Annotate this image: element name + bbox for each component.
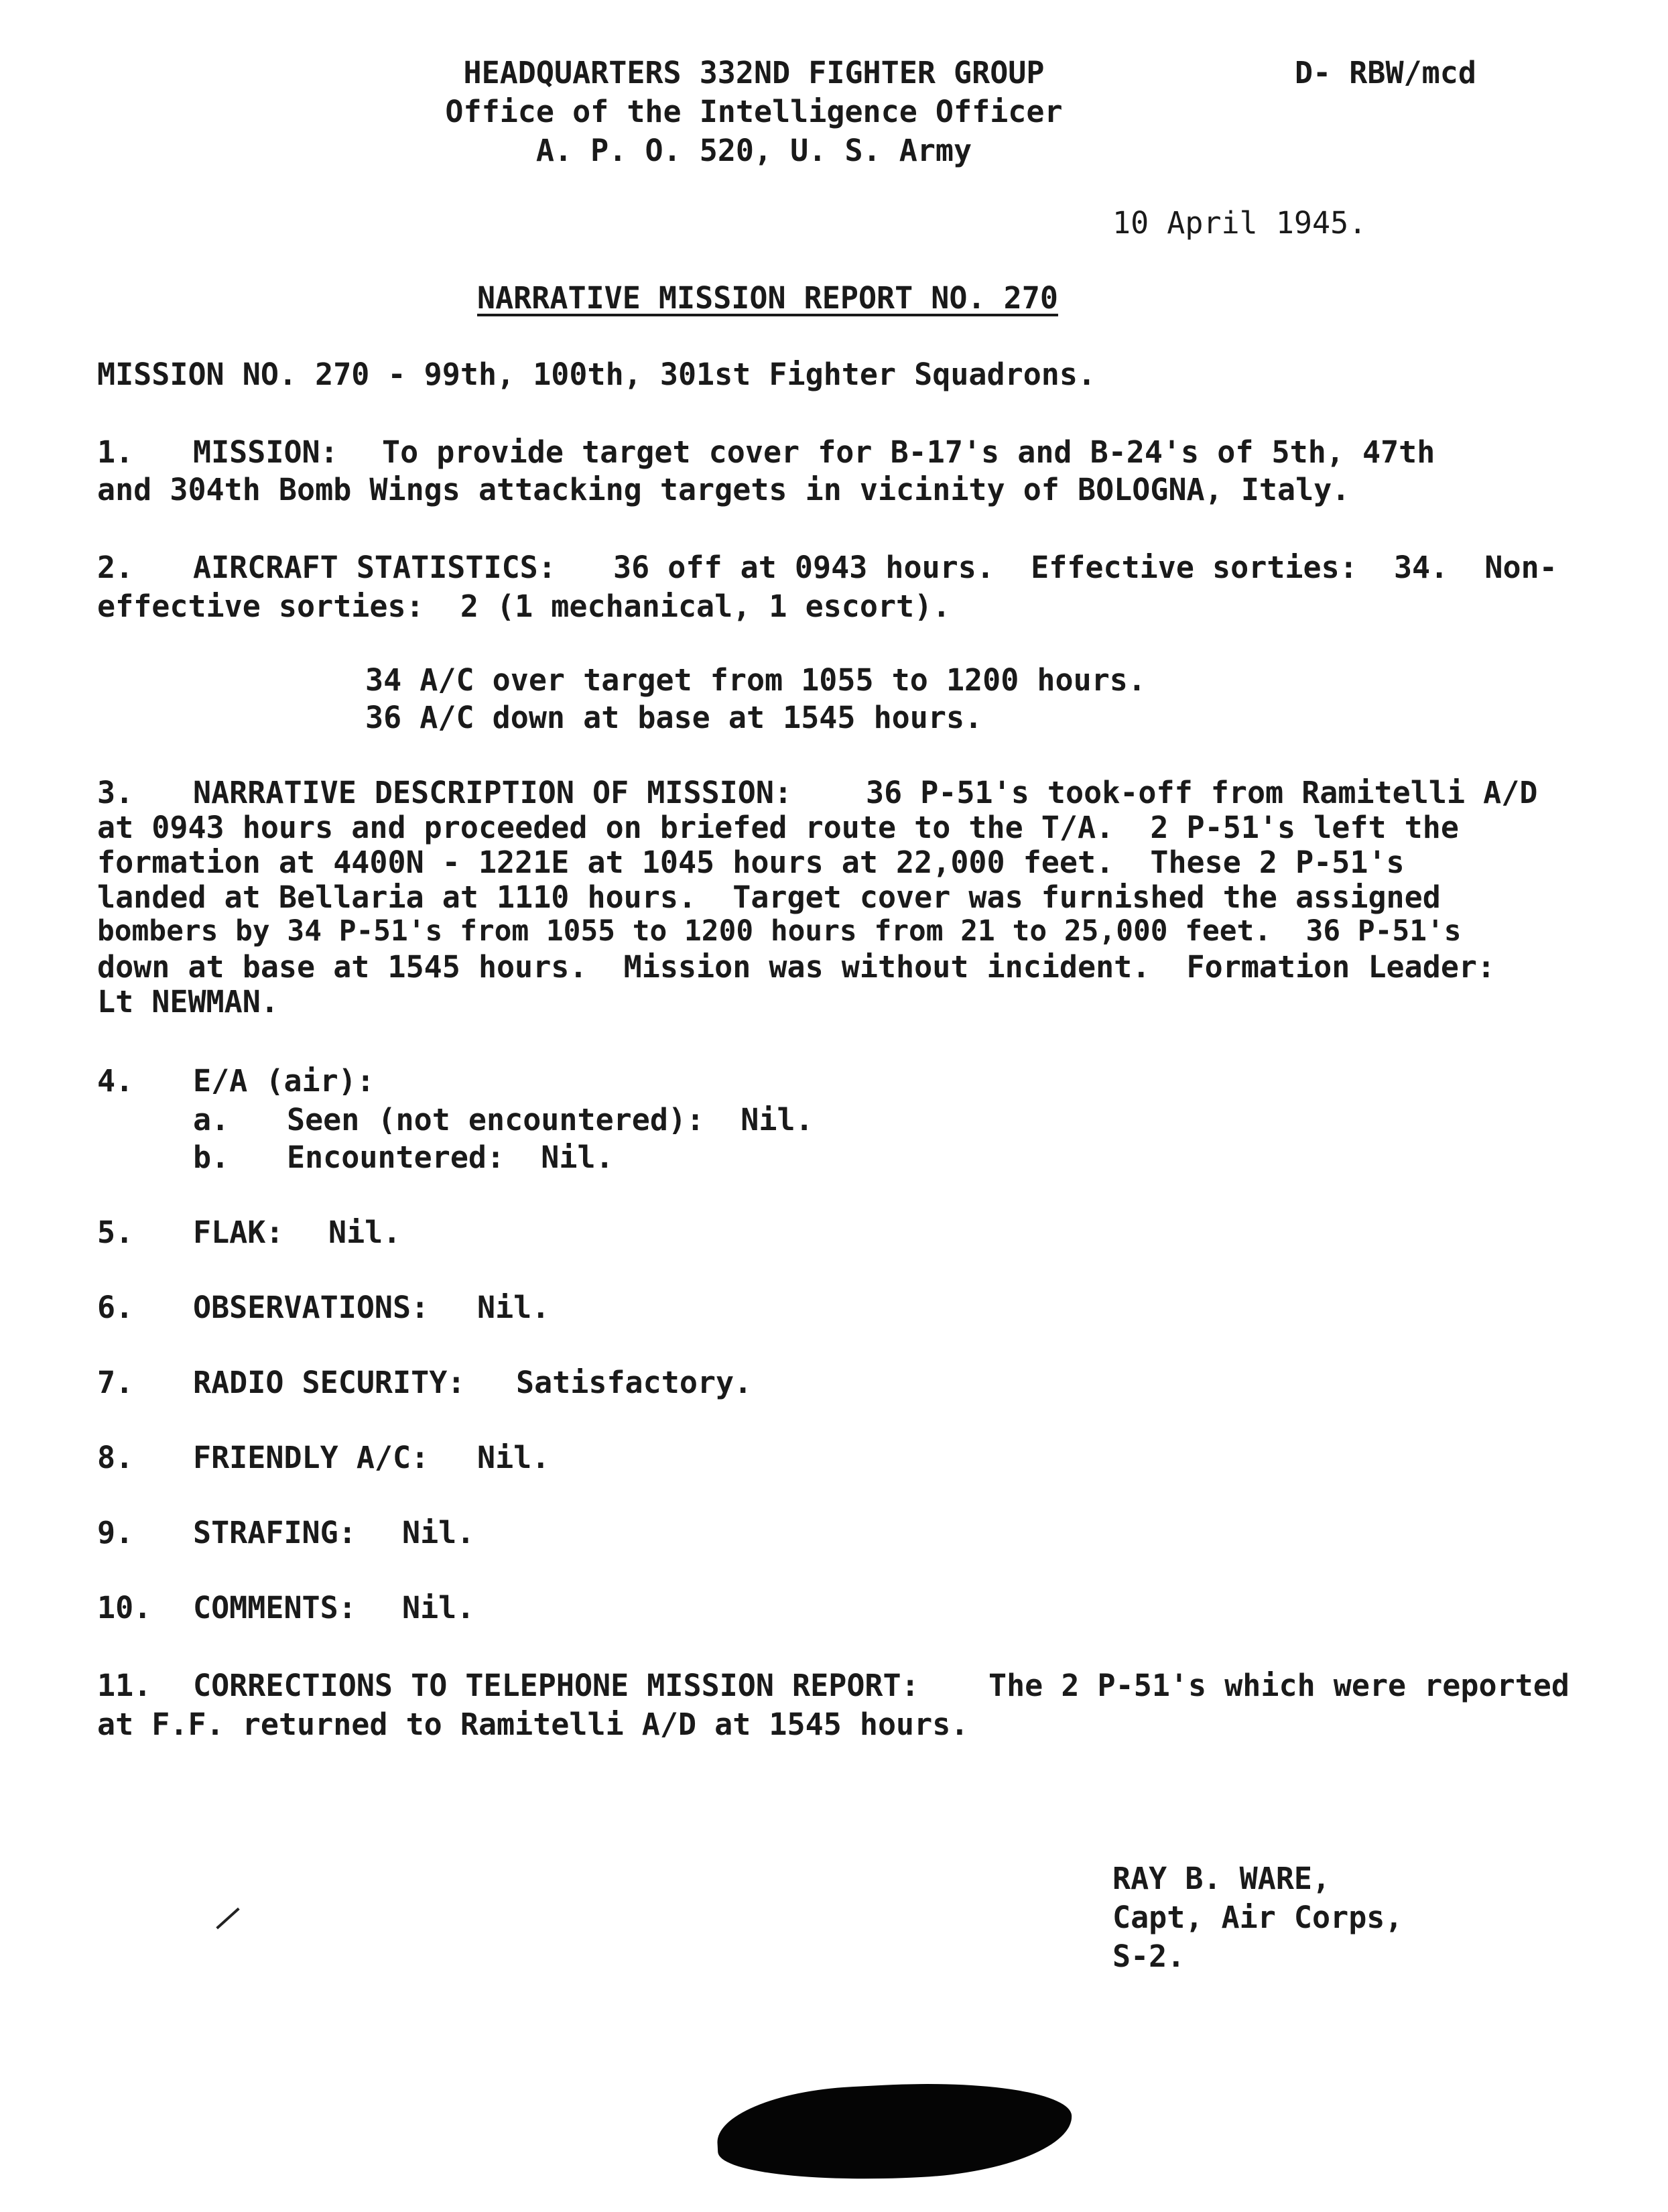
redaction-ink-blot [715, 2075, 1075, 2188]
section-1-text-cont: and 304th Bomb Wings attacking targets in vicinity of BOLOGNA, Italy. [97, 472, 1350, 507]
section-4a-text: Seen (not encountered): Nil. [287, 1102, 814, 1138]
section-2-text-cont: effective sorties: 2 (1 mechanical, 1 escort). [97, 589, 951, 624]
org-line-2: Office of the Intelligence Officer [445, 94, 1063, 129]
section-6-value: Nil. [477, 1290, 550, 1325]
stray-pen-mark [216, 1908, 239, 1929]
section-3-number: 3. [97, 775, 134, 810]
section-11-text-cont: at F.F. returned to Ramitelli A/D at 1545 hours. [97, 1707, 969, 1742]
section-1-label: MISSION: [193, 434, 338, 470]
section-5-label: FLAK: [193, 1215, 284, 1250]
section-8-label: FRIENDLY A/C: [193, 1440, 430, 1475]
reference-code: D- RBW/mcd [1295, 55, 1476, 90]
section-2-subline-2: 36 A/C down at base at 1545 hours. [365, 700, 983, 735]
section-3-text-line-1: 36 P-51's took-off from Ramitelli A/D [866, 775, 1538, 810]
section-6-label: OBSERVATIONS: [193, 1290, 430, 1325]
org-line-3: A. P. O. 520, U. S. Army [535, 133, 972, 168]
section-3-text-line-4: landed at Bellaria at 1110 hours. Target cover was furnished the assigned [97, 879, 1441, 915]
section-3-text-line-5: bombers by 34 P-51's from 1055 to 1200 hours from 21 to 25,000 feet. 36 P-51's [97, 914, 1462, 948]
section-3-label: NARRATIVE DESCRIPTION OF MISSION: [193, 775, 793, 810]
section-9-value: Nil. [402, 1515, 475, 1550]
section-10-number: 10. [97, 1590, 152, 1625]
section-7-number: 7. [97, 1365, 134, 1400]
section-9-number: 9. [97, 1515, 134, 1550]
mission-line: MISSION NO. 270 - 99th, 100th, 301st Fighter Squadrons. [97, 357, 1096, 392]
section-11-text: The 2 P-51's which were reported [988, 1668, 1569, 1703]
section-4a-letter: a. [193, 1102, 230, 1138]
section-8-value: Nil. [477, 1440, 550, 1475]
section-4-number: 4. [97, 1063, 134, 1099]
report-date: 10 April 1945. [1112, 205, 1367, 241]
signature-name: RAY B. WARE, [1112, 1861, 1331, 1896]
org-line-1: HEADQUARTERS 332ND FIGHTER GROUP [463, 55, 1045, 90]
section-4b-letter: b. [193, 1140, 230, 1175]
section-11-label: CORRECTIONS TO TELEPHONE MISSION REPORT: [193, 1668, 919, 1703]
report-title: NARRATIVE MISSION REPORT NO. 270 [477, 280, 1058, 316]
section-9-label: STRAFING: [193, 1515, 357, 1550]
signature-rank: Capt, Air Corps, [1112, 1900, 1403, 1935]
signature-office: S-2. [1112, 1939, 1185, 1974]
section-7-label: RADIO SECURITY: [193, 1365, 466, 1400]
section-1-number: 1. [97, 434, 134, 470]
section-2-subline-1: 34 A/C over target from 1055 to 1200 hours. [365, 662, 1146, 698]
section-5-value: Nil. [328, 1215, 401, 1250]
section-10-value: Nil. [402, 1590, 475, 1625]
section-3-text-line-6: down at base at 1545 hours. Mission was without incident. Formation Leader: [97, 949, 1496, 985]
section-8-number: 8. [97, 1440, 134, 1475]
section-3-text-line-2: at 0943 hours and proceeded on briefed route to the T/A. 2 P-51's left the [97, 810, 1459, 845]
section-11-number: 11. [97, 1668, 152, 1703]
section-5-number: 5. [97, 1215, 134, 1250]
section-4-label: E/A (air): [193, 1063, 375, 1099]
section-4b-text: Encountered: Nil. [287, 1140, 614, 1175]
section-7-value: Satisfactory. [516, 1365, 753, 1400]
section-1-text: To provide target cover for B-17's and B-24's of 5th, 47th [382, 434, 1435, 470]
section-3-text-line-3: formation at 4400N - 1221E at 1045 hours at 22,000 feet. These 2 P-51's [97, 845, 1405, 880]
section-3-text-line-7: Lt NEWMAN. [97, 984, 279, 1020]
section-2-text: 36 off at 0943 hours. Effective sorties: 34. Non- [613, 550, 1557, 585]
section-2-number: 2. [97, 550, 134, 585]
section-2-label: AIRCRAFT STATISTICS: [193, 550, 556, 585]
section-10-label: COMMENTS: [193, 1590, 357, 1625]
section-6-number: 6. [97, 1290, 134, 1325]
